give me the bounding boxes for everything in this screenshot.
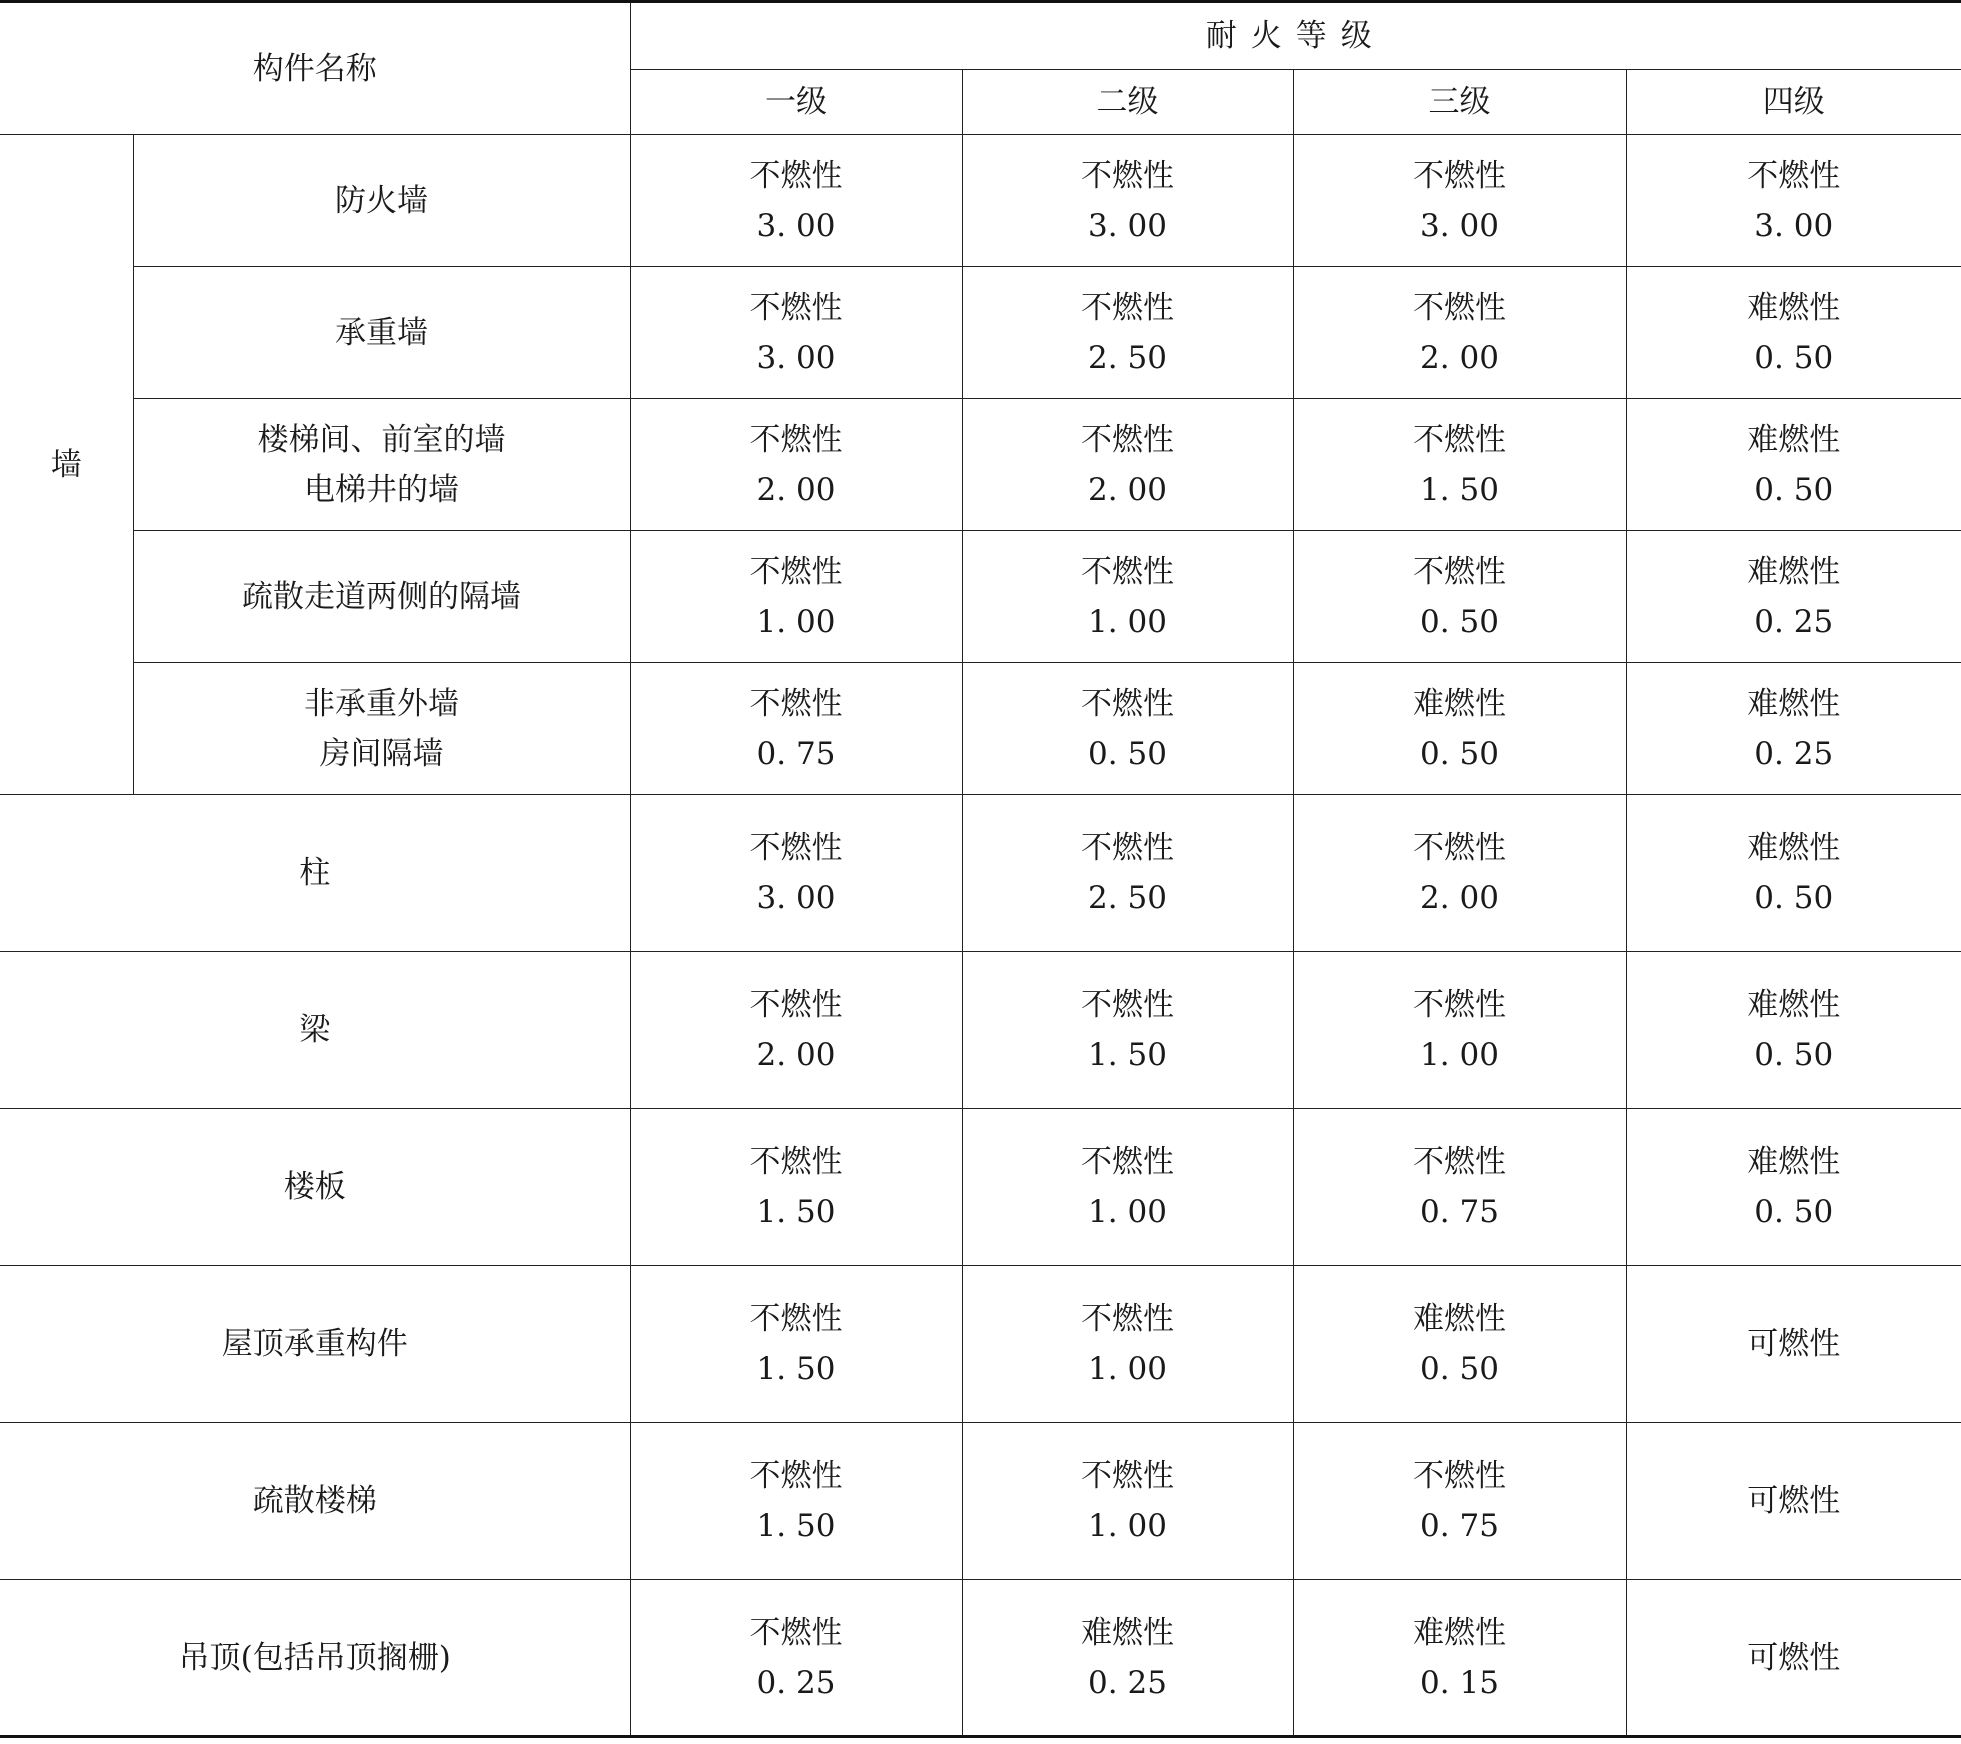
component-name: 梁 <box>0 952 630 1109</box>
grade-3-cell <box>1293 135 1626 267</box>
grade-2-cell <box>962 1580 1293 1737</box>
component-name-line: 楼梯间、前室的墙 <box>257 421 506 458</box>
combustibility-label: 不燃性 <box>1747 157 1841 194</box>
combustibility-label: 难燃性 <box>1747 830 1841 866</box>
fire-resistance-hours: 0. 50 <box>1754 471 1834 508</box>
grade-1-cell <box>630 663 962 795</box>
component-name-line: 防火墙 <box>335 182 428 219</box>
combustibility-label: 不燃性 <box>1413 289 1506 326</box>
wall-group-label: 墙 <box>0 135 133 795</box>
fire-resistance-hours: 1. 00 <box>1420 1037 1499 1073</box>
combustibility-label: 可燃性 <box>1747 1483 1841 1519</box>
grade-2-cell <box>962 399 1293 531</box>
combustibility-label: 不燃性 <box>749 1614 843 1651</box>
fire-resistance-hours: 3. 00 <box>756 207 836 244</box>
combustibility-label: 不燃性 <box>749 157 843 194</box>
component-name-line: 非承重外墙 <box>304 685 459 722</box>
combustibility-label: 不燃性 <box>1413 157 1506 194</box>
grade-3-cell <box>1293 267 1626 399</box>
grade-1-cell <box>630 795 962 952</box>
grade-3-cell <box>1293 952 1626 1109</box>
grade-1-cell <box>630 135 962 267</box>
fire-resistance-hours: 2. 00 <box>1420 339 1499 376</box>
fire-resistance-hours: 1. 00 <box>1088 603 1167 640</box>
fire-resistance-hours: 3. 00 <box>1088 207 1167 244</box>
combustibility-label: 不燃性 <box>749 830 843 866</box>
grade-2-cell <box>962 663 1293 795</box>
grade-4-cell <box>1626 135 1961 267</box>
fire-resistance-hours: 0. 25 <box>1088 1664 1167 1701</box>
grade-1-cell <box>630 1423 962 1580</box>
fire-resistance-hours: 0. 50 <box>1754 880 1834 916</box>
component-name: 柱 <box>0 795 630 952</box>
combustibility-label: 不燃性 <box>749 1144 843 1180</box>
grade-4-cell <box>1626 663 1961 795</box>
component-name-line: 疏散走道两侧的隔墙 <box>242 578 521 615</box>
grade-3-cell <box>1293 1266 1626 1423</box>
fire-resistance-hours: 0. 75 <box>756 735 836 772</box>
fire-resistance-hours: 0. 15 <box>1420 1664 1499 1701</box>
combustibility-label: 不燃性 <box>1081 685 1174 722</box>
combustibility-label: 不燃性 <box>749 421 843 458</box>
fire-resistance-hours: 2. 50 <box>1088 339 1167 376</box>
combustibility-label: 难燃性 <box>1747 1144 1841 1180</box>
table-row <box>0 952 1961 1109</box>
grade-header-4: 四级 <box>1626 70 1961 135</box>
table-body <box>0 2 1961 1737</box>
combustibility-label: 不燃性 <box>1081 289 1174 326</box>
fire-resistance-hours: 0. 50 <box>1754 1194 1834 1230</box>
combustibility-label: 难燃性 <box>1413 1614 1506 1651</box>
grade-header-2: 二级 <box>962 70 1293 135</box>
grade-4-cell <box>1626 795 1961 952</box>
combustibility-label: 不燃性 <box>1081 830 1174 866</box>
component-name: 吊顶(包括吊顶搁栅) <box>0 1580 630 1737</box>
combustibility-label: 难燃性 <box>1413 685 1506 722</box>
grade-1-cell <box>630 1580 962 1737</box>
table-row <box>0 399 1961 531</box>
table-row <box>0 267 1961 399</box>
fire-resistance-hours: 3. 00 <box>1754 207 1834 244</box>
table-row <box>0 1109 1961 1266</box>
grade-4-cell <box>1626 1109 1961 1266</box>
combustibility-label: 不燃性 <box>749 685 843 722</box>
combustibility-label: 不燃性 <box>1413 830 1506 866</box>
combustibility-label: 不燃性 <box>1413 421 1506 458</box>
component-name-line: 电梯井的墙 <box>304 471 459 508</box>
fire-resistance-hours: 0. 50 <box>1420 1351 1499 1387</box>
grade-3-cell <box>1293 1109 1626 1266</box>
fire-resistance-hours: 1. 00 <box>756 603 836 640</box>
combustibility-label: 不燃性 <box>1081 987 1174 1023</box>
grade-3-cell <box>1293 795 1626 952</box>
grade-1-cell <box>630 1109 962 1266</box>
combustibility-label: 可燃性 <box>1747 1639 1841 1676</box>
combustibility-label: 不燃性 <box>1413 1458 1506 1494</box>
combustibility-label: 不燃性 <box>1081 157 1174 194</box>
grade-1-cell <box>630 952 962 1109</box>
fire-resistance-hours: 0. 50 <box>1420 735 1499 772</box>
combustibility-label: 不燃性 <box>1081 421 1174 458</box>
grade-2-cell <box>962 267 1293 399</box>
grade-4-cell <box>1626 1266 1961 1423</box>
fire-resistance-hours: 0. 25 <box>756 1664 836 1701</box>
grade-2-cell <box>962 952 1293 1109</box>
header-fire-rating: 耐火等级 <box>630 2 1961 70</box>
fire-resistance-hours: 1. 50 <box>756 1508 836 1544</box>
combustibility-label: 难燃性 <box>1081 1614 1174 1651</box>
fire-resistance-hours: 3. 00 <box>756 339 836 376</box>
combustibility-label: 不燃性 <box>1081 553 1174 590</box>
grade-3-cell <box>1293 531 1626 663</box>
component-name <box>133 267 630 399</box>
grade-header-3: 三级 <box>1293 70 1626 135</box>
fire-resistance-hours: 0. 50 <box>1088 735 1167 772</box>
combustibility-label: 不燃性 <box>1081 1144 1174 1180</box>
combustibility-label: 不燃性 <box>1081 1301 1174 1337</box>
combustibility-label: 难燃性 <box>1747 289 1841 326</box>
fire-resistance-hours: 1. 50 <box>756 1351 836 1387</box>
grade-4-cell <box>1626 399 1961 531</box>
combustibility-label: 不燃性 <box>1413 1144 1506 1180</box>
table-row <box>0 1423 1961 1580</box>
combustibility-label: 难燃性 <box>1747 685 1841 722</box>
combustibility-label: 难燃性 <box>1747 421 1841 458</box>
grade-2-cell <box>962 1109 1293 1266</box>
grade-2-cell <box>962 531 1293 663</box>
grade-4-cell <box>1626 1423 1961 1580</box>
fire-resistance-hours: 0. 50 <box>1420 603 1499 640</box>
combustibility-label: 不燃性 <box>749 289 843 326</box>
combustibility-label: 不燃性 <box>1413 987 1506 1023</box>
grade-1-cell <box>630 399 962 531</box>
component-name <box>133 663 630 795</box>
component-name <box>133 135 630 267</box>
combustibility-label: 难燃性 <box>1413 1301 1506 1337</box>
component-name-line: 房间隔墙 <box>319 735 444 772</box>
table-row <box>0 135 1961 267</box>
fire-resistance-hours: 0. 25 <box>1754 735 1834 772</box>
component-name: 屋顶承重构件 <box>0 1266 630 1423</box>
grade-3-cell <box>1293 1580 1626 1737</box>
fire-resistance-hours: 1. 50 <box>1420 471 1499 508</box>
grade-3-cell <box>1293 399 1626 531</box>
fire-resistance-hours: 0. 75 <box>1420 1194 1499 1230</box>
table-row <box>0 1266 1961 1423</box>
combustibility-label: 不燃性 <box>749 553 843 590</box>
combustibility-label: 可燃性 <box>1747 1326 1841 1362</box>
grade-4-cell <box>1626 531 1961 663</box>
table-row <box>0 795 1961 952</box>
grade-2-cell <box>962 795 1293 952</box>
grade-3-cell <box>1293 1423 1626 1580</box>
component-name: 疏散楼梯 <box>0 1423 630 1580</box>
grade-2-cell <box>962 1266 1293 1423</box>
grade-1-cell <box>630 1266 962 1423</box>
grade-1-cell <box>630 267 962 399</box>
grade-4-cell <box>1626 952 1961 1109</box>
fire-resistance-hours: 2. 50 <box>1088 880 1167 916</box>
table-row <box>0 663 1961 795</box>
combustibility-label: 不燃性 <box>749 987 843 1023</box>
fire-resistance-hours: 1. 00 <box>1088 1508 1167 1544</box>
combustibility-label: 不燃性 <box>1081 1458 1174 1494</box>
table-row <box>0 531 1961 663</box>
fire-resistance-hours: 0. 25 <box>1754 603 1834 640</box>
grade-2-cell <box>962 135 1293 267</box>
fire-resistance-hours: 1. 00 <box>1088 1351 1167 1387</box>
fire-resistance-hours: 1. 00 <box>1088 1194 1167 1230</box>
grade-header-1: 一级 <box>630 70 962 135</box>
combustibility-label: 难燃性 <box>1747 987 1841 1023</box>
fire-resistance-hours: 2. 00 <box>756 1037 836 1073</box>
combustibility-label: 不燃性 <box>749 1301 843 1337</box>
grade-1-cell <box>630 531 962 663</box>
fire-resistance-hours: 0. 50 <box>1754 339 1834 376</box>
grade-4-cell <box>1626 1580 1961 1737</box>
fire-resistance-hours: 2. 00 <box>1420 880 1499 916</box>
grade-3-cell <box>1293 663 1626 795</box>
fire-resistance-hours: 1. 50 <box>1088 1037 1167 1073</box>
fire-resistance-hours: 2. 00 <box>1088 471 1167 508</box>
header-component-name: 构件名称 <box>0 2 630 135</box>
combustibility-label: 不燃性 <box>1413 553 1506 590</box>
fire-resistance-hours: 3. 00 <box>1420 207 1499 244</box>
fire-resistance-hours: 2. 00 <box>756 471 836 508</box>
grade-2-cell <box>962 1423 1293 1580</box>
combustibility-label: 难燃性 <box>1747 553 1841 590</box>
fire-resistance-hours: 0. 75 <box>1420 1508 1499 1544</box>
component-name: 楼板 <box>0 1109 630 1266</box>
combustibility-label: 不燃性 <box>749 1458 843 1494</box>
component-name <box>133 399 630 531</box>
component-name <box>133 531 630 663</box>
fire-resistance-hours: 3. 00 <box>756 880 836 916</box>
header-row <box>0 2 1961 70</box>
fire-resistance-hours: 0. 50 <box>1754 1037 1834 1073</box>
fire-resistance-hours: 1. 50 <box>756 1194 836 1230</box>
component-name-line: 承重墙 <box>335 314 428 351</box>
grade-4-cell <box>1626 267 1961 399</box>
table-row <box>0 1580 1961 1737</box>
